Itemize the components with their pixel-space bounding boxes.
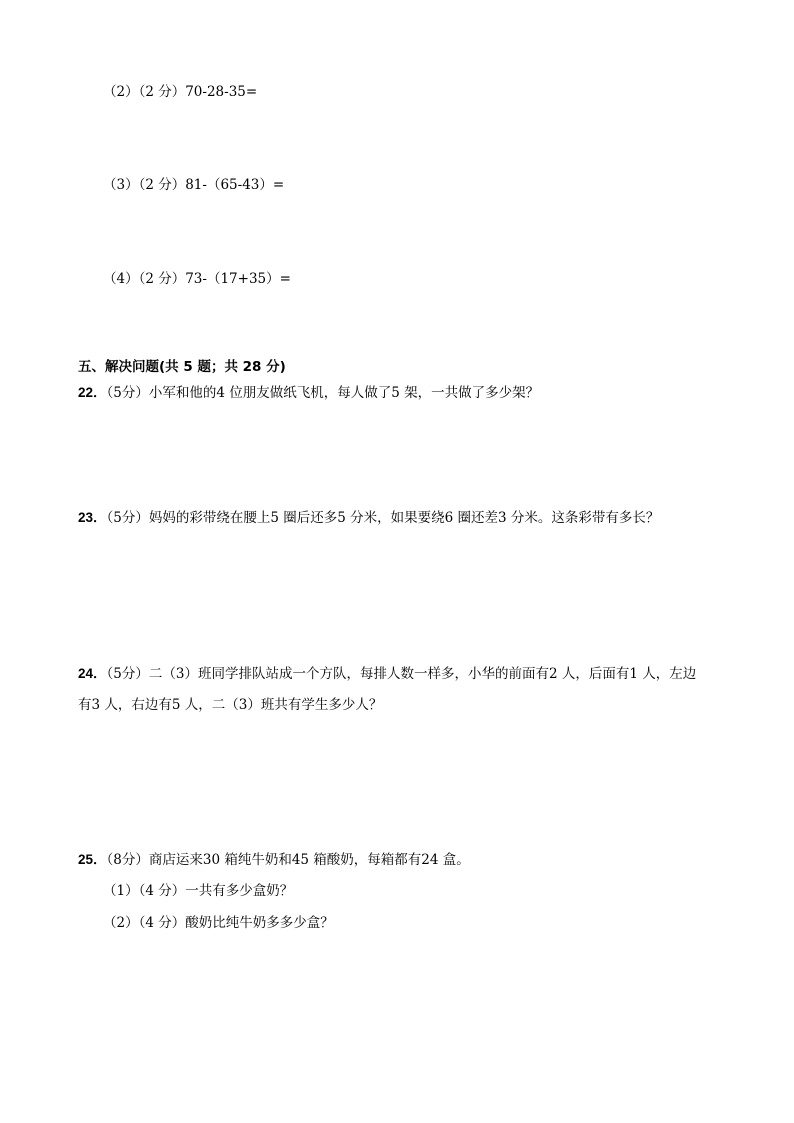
question-24 bbox=[78, 665, 696, 683]
question-number: 23． bbox=[78, 510, 107, 525]
question-number: 24． bbox=[78, 666, 107, 681]
question-23 bbox=[78, 509, 659, 527]
question-text: （8分）商店运来30 箱纯牛奶和45 箱酸奶，每箱都有24 盒。 bbox=[106, 852, 470, 868]
sub-question-4: （4）（2 分）73-（17+35）= bbox=[103, 271, 291, 287]
question-text: （5分）妈妈的彩带绕在腰上5 圈后还多5 分米，如果要绕6 圈还差3 分米。这条彩带有多长？ bbox=[106, 510, 660, 526]
question-text: （5分）二（3）班同学排队站成一个方队，每排人数一样多，小华的前面有2 人，后面有1 人，左边 bbox=[106, 666, 697, 682]
question-25-sub-2: （2）（4 分）酸奶比纯牛奶多多少盒？ bbox=[103, 915, 334, 931]
sub-question-3: （3）（2 分）81-（65-43）= bbox=[103, 177, 285, 193]
question-25 bbox=[78, 851, 470, 869]
question-number: 25． bbox=[78, 852, 107, 867]
question-24-line-2: 有3 人，右边有5 人，二（3）班共有学生多少人？ bbox=[78, 697, 383, 713]
question-22 bbox=[78, 384, 539, 402]
question-25-sub-1: （1）（4 分）一共有多少盒奶？ bbox=[103, 883, 294, 899]
question-number: 22． bbox=[78, 385, 107, 400]
question-text: （5分）小军和他的4 位朋友做纸飞机，每人做了5 架，一共做了多少架？ bbox=[106, 385, 540, 401]
section-title: 五、解决问题(共 5 题；共 28 分) bbox=[78, 359, 286, 375]
sub-question-2: （2）（2 分）70-28-35= bbox=[103, 84, 258, 100]
